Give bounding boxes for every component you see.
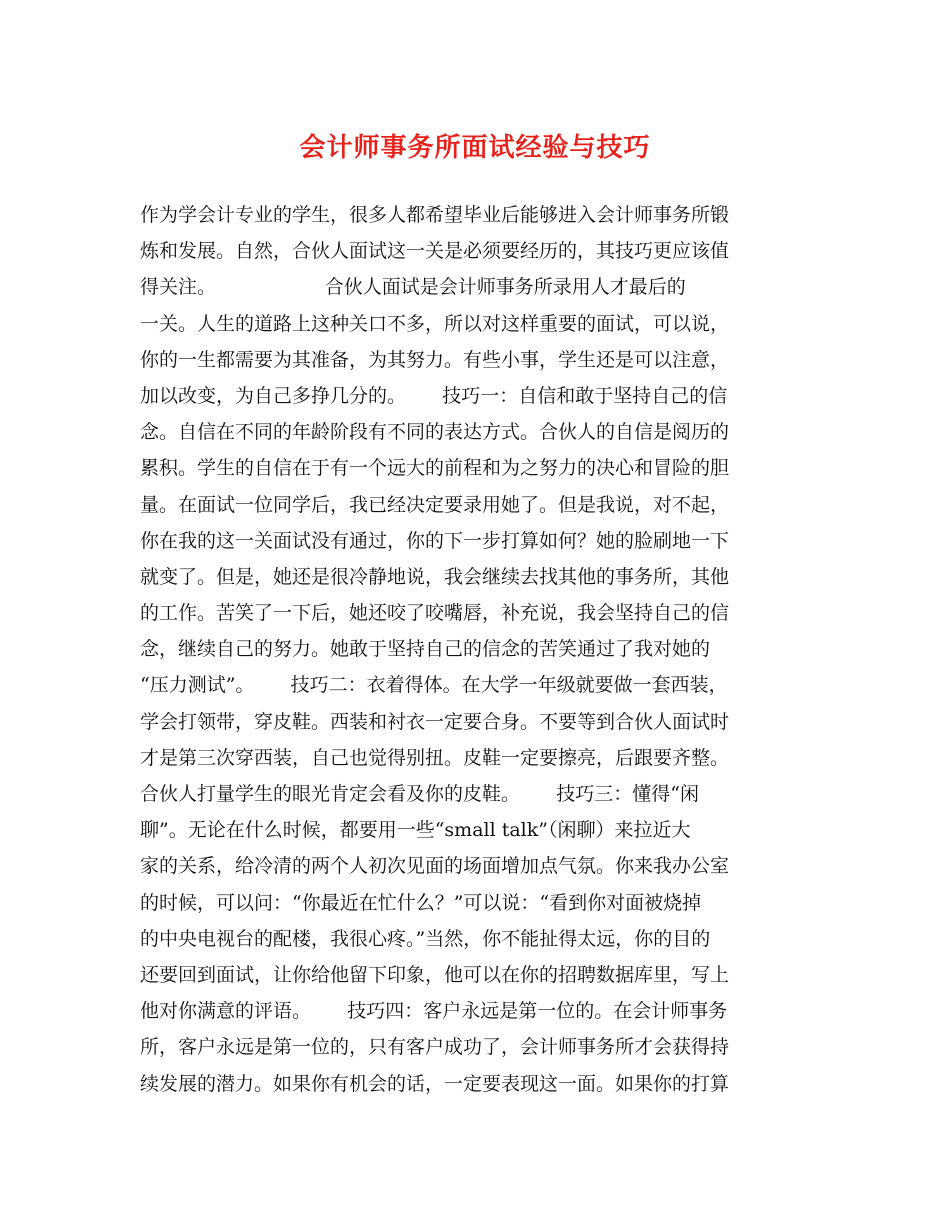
document-title: 会计师事务所面试经验与技巧 [299, 133, 651, 163]
body-line: 的工作。苦笑了一下后，她还咬了咬嘴唇，补充说，我会坚持自己的信 [140, 602, 730, 625]
body-line: 量。在面试一位同学后，我已经决定要录用她了。但是我说，对不起， [140, 493, 730, 516]
body-line: 所，客户永远是第一位的，只有客户成功了，会计师事务所才会获得持 [140, 1036, 730, 1059]
body-line: 得关注。 合伙人面试是会计师事务所录用人才最后的 [140, 276, 686, 299]
body-line: 你的一生都需要为其准备，为其努力。有些小事，学生还是可以注意， [140, 348, 730, 371]
body-line: 你在我的这一关面试没有通过，你的下一步打算如何？她的脸刷地一下 [140, 529, 730, 552]
body-line: 才是第三次穿西装，自己也觉得别扭。皮鞋一定要擦亮，后跟要齐整。 [140, 746, 730, 769]
body-line: 作为学会计专业的学生，很多人都希望毕业后能够进入会计师事务所锻 [140, 204, 730, 226]
body-line: 聊”。无论在什么时候，都要用一些“small talk”（闲聊）来拉近大 [140, 819, 691, 842]
body-line: “压力测试”。 技巧二：衣着得体。在大学一年级就要做一套西装， [140, 674, 728, 697]
body-line: 累积。学生的自信在于有一个远大的前程和为之努力的决心和冒险的胆 [140, 457, 730, 480]
body-line: 还要回到面试，让你给他留下印象，他可以在你的招聘数据库里，写上 [140, 963, 730, 986]
body-line: 续发展的潜力。如果你有机会的话，一定要表现这一面。如果你的打算 [140, 1072, 730, 1095]
body-line: 学会打领带，穿皮鞋。西装和衬衣一定要合身。不要等到合伙人面试时 [140, 710, 730, 733]
body-line: 合伙人打量学生的眼光肯定会看及你的皮鞋。 技巧三：懂得“闲 [140, 783, 699, 805]
body-line: 一关。人生的道路上这种关口不多，所以对这样重要的面试，可以说， [140, 312, 730, 335]
body-line: 念。自信在不同的年龄阶段有不同的表达方式。合伙人的自信是阅历的 [140, 421, 730, 444]
body-line: 就变了。但是，她还是很冷静地说，我会继续去找其他的事务所，其他 [140, 565, 730, 588]
body-line: 他对你满意的评语。 技巧四：客户永远是第一位的。在会计师事务 [140, 1000, 728, 1023]
body-line: 家的关系，给冷清的两个人初次见面的场面增加点气氛。你来我办公室 [140, 855, 730, 878]
body-line: 的时候，可以问：“你最近在忙什么？”可以说：“看到你对面被烧掉 [140, 891, 702, 914]
document-body [140, 197, 840, 1102]
body-line: 加以改变，为自己多挣几分的。 技巧一：自信和敢于坚持自己的信 [140, 384, 728, 407]
body-line: 念，继续自己的努力。她敢于坚持自己的信念的苦笑通过了我对她的 [140, 638, 711, 661]
body-line: 的中央电视台的配楼，我很心疼。”当然，你不能扯得太远，你的目的 [140, 927, 711, 950]
body-line: 炼和发展。自然，合伙人面试这一关是必须要经历的，其技巧更应该值 [140, 240, 730, 263]
